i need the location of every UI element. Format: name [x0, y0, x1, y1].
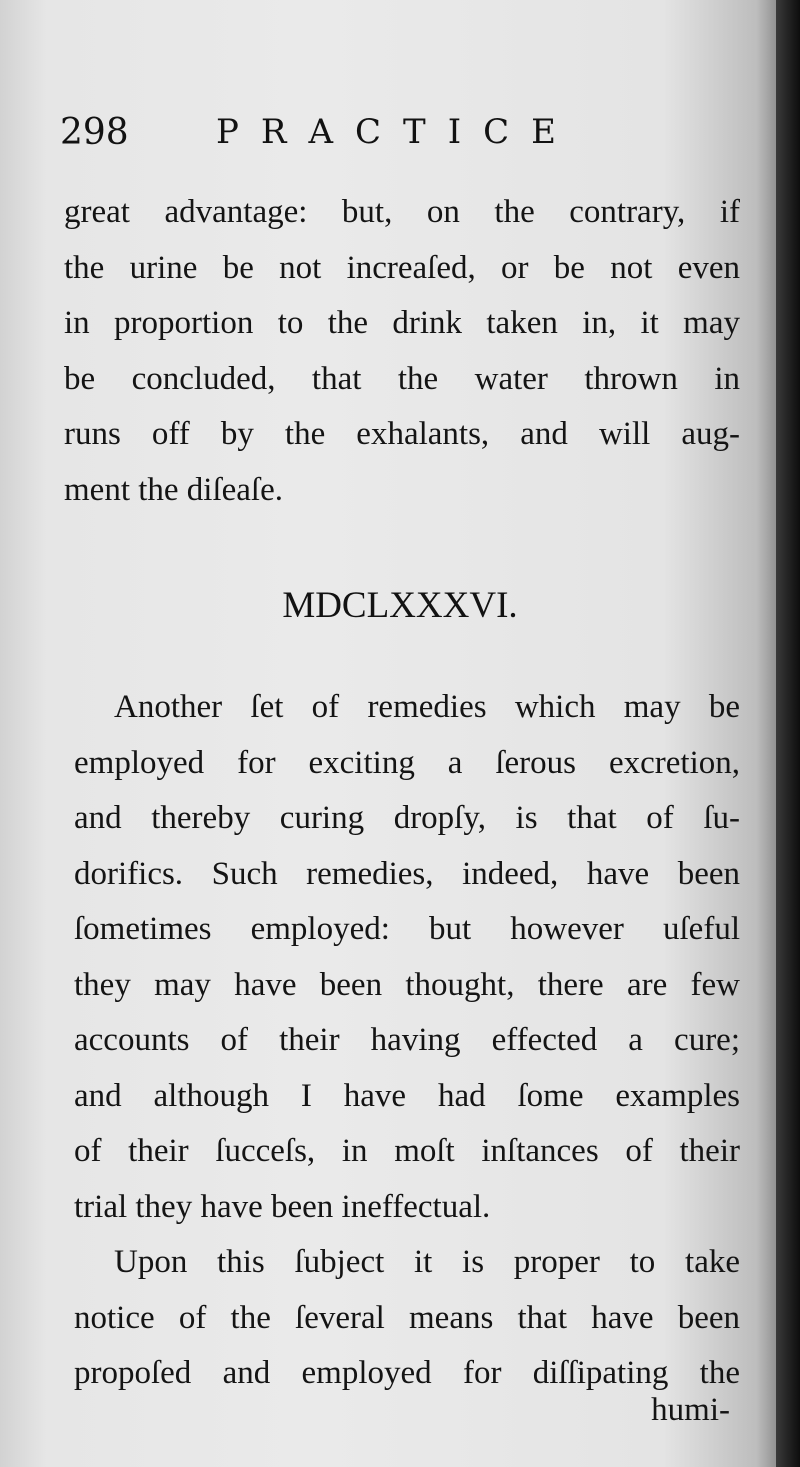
text-line: Upon this ſubject it is proper to take — [114, 1244, 740, 1280]
text-line: and although I have had ſome examples — [74, 1077, 740, 1114]
text-line: notice of the ſeveral means that have been — [74, 1299, 740, 1336]
text-line: ſometimes employed: but however uſeful — [74, 911, 740, 947]
text-line: they may have been thought, there are few — [74, 966, 740, 1003]
text-line: runs off by the exhalants, and will aug- — [64, 416, 740, 452]
text-line: of their ſucceſs, in moſt inſtances of their — [74, 1133, 740, 1169]
text-line: and thereby curing dropſy, is that of ſu- — [74, 800, 740, 836]
text-line: in proportion to the drink taken in, it may — [64, 305, 740, 341]
catchword: humi- — [651, 1392, 730, 1428]
running-head: PRACTICE — [216, 112, 578, 152]
text-line: propoſed and employed for diſſipating the — [74, 1355, 740, 1391]
text-line: ment the diſeaſe. — [64, 471, 283, 508]
text-line: great advantage: but, on the contrary, if — [64, 194, 740, 230]
text-line: dorifics. Such remedies, indeed, have been — [74, 855, 740, 892]
text-line: employed for exciting a ſerous excretion, — [74, 744, 740, 781]
paragraph-3 — [74, 1235, 740, 1402]
text-line: accounts of their having effected a cure; — [74, 1022, 740, 1058]
page-number: 298 — [60, 112, 129, 153]
section-heading: MDCLXXXVI. — [282, 585, 518, 626]
text-line: be concluded, that the water thrown in — [64, 360, 740, 397]
page-header — [60, 112, 740, 162]
book-gutter-shadow — [776, 0, 800, 1467]
text-line: the urine be not increaſed, or be not even — [64, 249, 740, 286]
text-line: Another ſet of remedies which may be — [114, 689, 740, 725]
text-line: trial they have been ineffectual. — [74, 1188, 491, 1225]
paragraph-1 — [64, 185, 740, 518]
paragraph-2 — [74, 680, 740, 1235]
